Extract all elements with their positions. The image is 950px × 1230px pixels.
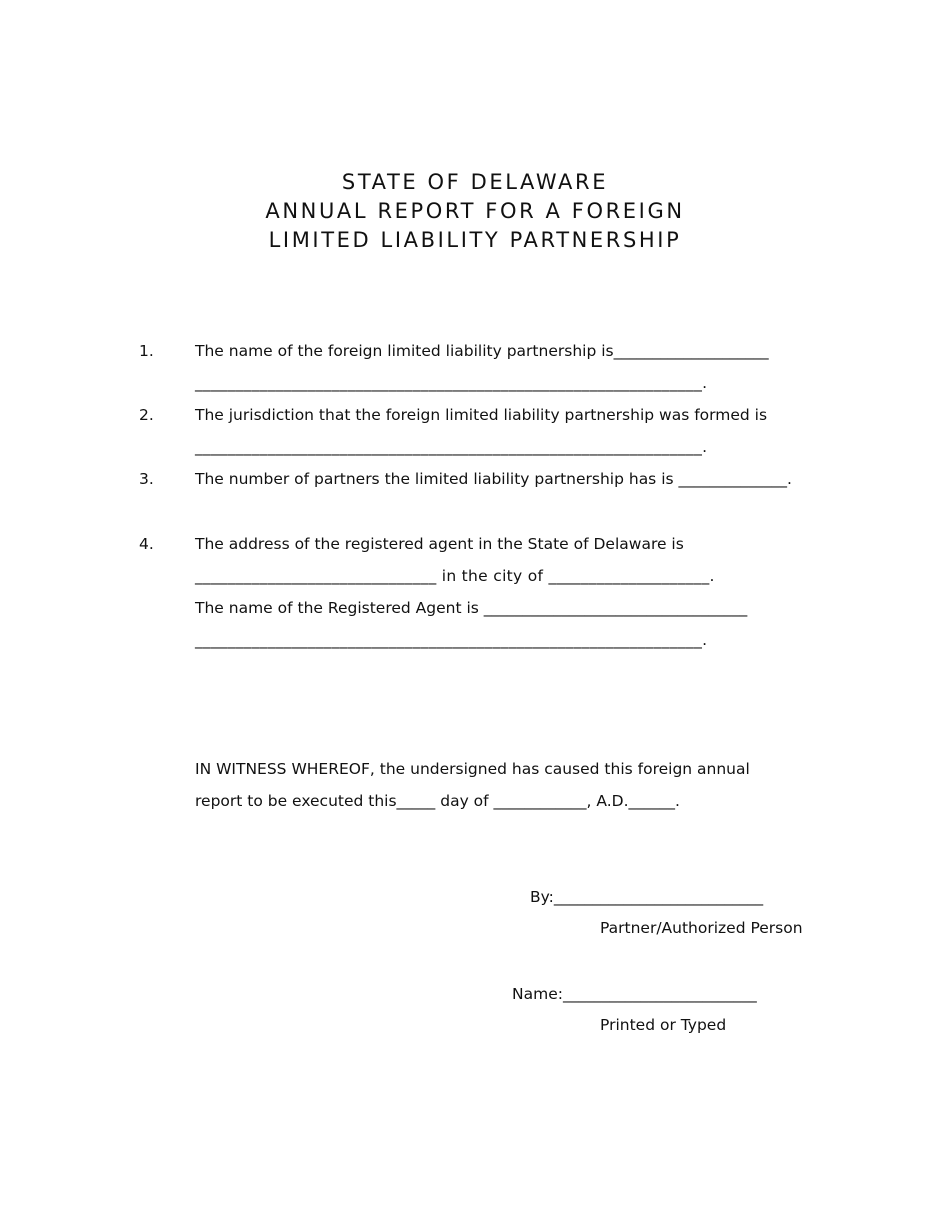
- item-3-partners-count-field[interactable]: The number of partners the limited liability partnership has is ______________.: [195, 470, 792, 488]
- signature-name-field[interactable]: Name:_________________________: [512, 985, 757, 1003]
- item-4-number: 4.: [139, 535, 154, 553]
- item-4-agent-name-field[interactable]: The name of the Registered Agent is __________________________________: [195, 599, 748, 617]
- signature-by-caption: Partner/Authorized Person: [600, 919, 803, 937]
- signature-name-caption: Printed or Typed: [600, 1016, 727, 1034]
- document-title: [0, 168, 950, 255]
- item-4-agent-name-continued-field[interactable]: _______________________________________________________________.: [195, 631, 708, 649]
- witness-lead: IN WITNESS WHEREOF,: [195, 760, 375, 778]
- witness-date-field[interactable]: report to be executed this_____ day of ____________, A.D.______.: [195, 792, 680, 810]
- item-1-number: 1.: [139, 342, 154, 360]
- item-2-jurisdiction-field[interactable]: _______________________________________________________________.: [195, 438, 708, 456]
- item-1-partnership-name-field[interactable]: The name of the foreign limited liability partnership is____________________: [195, 342, 769, 360]
- title-line-1: STATE OF DELAWARE: [341, 170, 609, 194]
- item-4-agent-address-label: The address of the registered agent in the State of Delaware is: [195, 535, 684, 553]
- witness-paragraph-line-1: [195, 759, 750, 779]
- item-2-number: 2.: [139, 406, 154, 424]
- item-4-agent-address-city-field[interactable]: ______________________________ in the city of ____________________.: [195, 567, 715, 585]
- title-line-2: ANNUAL REPORT FOR A FOREIGN: [265, 199, 685, 223]
- signature-by-field[interactable]: By:___________________________: [530, 888, 764, 906]
- item-1-partnership-name-continued-field[interactable]: _______________________________________________________________.: [195, 374, 708, 392]
- item-3-number: 3.: [139, 470, 154, 488]
- title-line-3: LIMITED LIABILITY PARTNERSHIP: [268, 228, 682, 252]
- item-2-jurisdiction-label: The jurisdiction that the foreign limited liability partnership was formed is: [195, 406, 768, 424]
- witness-line-1-rest: the undersigned has caused this foreign annual: [374, 760, 750, 778]
